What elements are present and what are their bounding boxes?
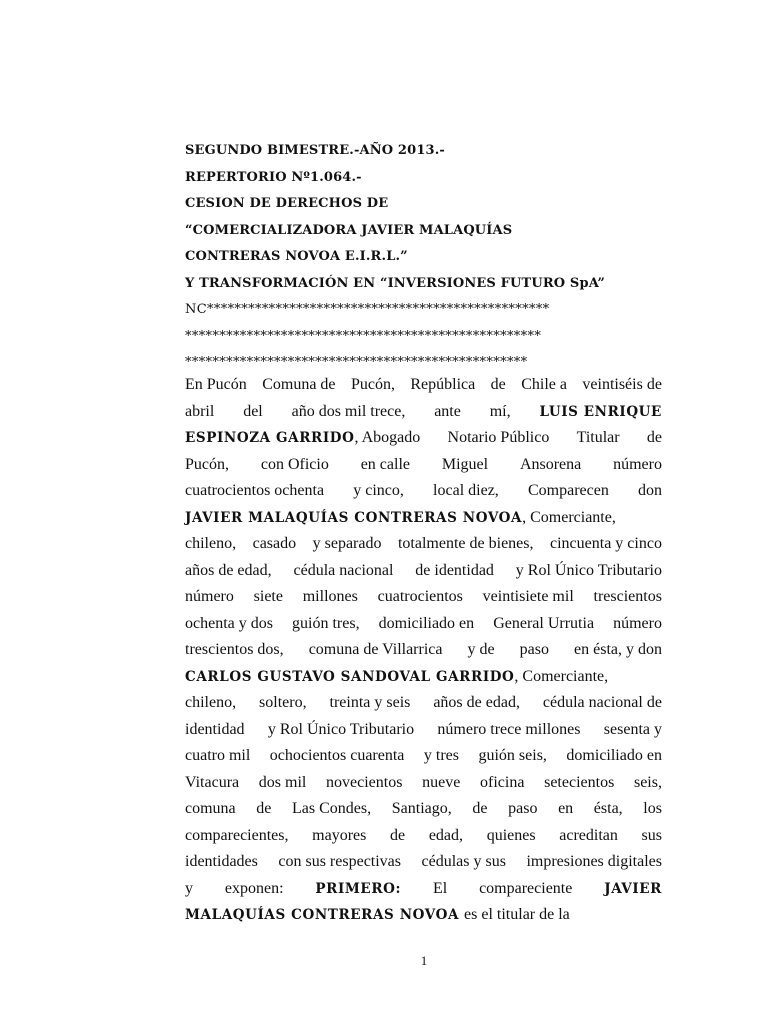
text-chunk: don (638, 482, 662, 499)
text-chunk: abril (185, 402, 215, 420)
text-chunk: de (256, 800, 272, 817)
text-chunk: número trece millones (437, 720, 581, 738)
body-line (185, 372, 662, 399)
text-chunk: Pucón, (350, 376, 395, 393)
body-line (185, 717, 662, 744)
body-line (185, 690, 662, 717)
text-chunk: número (613, 614, 662, 632)
bold-text: PRIMERO: (315, 880, 402, 897)
text-chunk: años de edad, (185, 561, 272, 579)
text-chunk: Comparecen (527, 482, 609, 499)
body-line (185, 743, 662, 770)
text-chunk: quienes (486, 826, 536, 844)
text-chunk (315, 876, 401, 903)
body-line (185, 478, 662, 505)
text-chunk: Santiago, (391, 800, 452, 817)
asterisk-line: **************************************************** (185, 328, 542, 344)
body-line (185, 611, 662, 638)
bold-text: ESPINOZA GARRIDO (185, 430, 355, 446)
text-chunk: domiciliado en (566, 747, 662, 764)
body-line (185, 664, 662, 691)
text-chunk: paso (508, 800, 538, 817)
text-chunk: Miguel (441, 455, 489, 473)
bold-text: JAVIER (604, 880, 662, 897)
text-chunk: comuna de Villarrica (308, 641, 443, 658)
text-chunk: guión seis, (478, 747, 547, 764)
text-chunk: En Pucón (185, 376, 247, 393)
text-chunk: setecientos (544, 773, 615, 791)
text-chunk: nueve (422, 773, 461, 791)
text-chunk: siete (253, 588, 283, 605)
text-chunk: es el titular de la (464, 906, 570, 923)
text-chunk: casado (252, 535, 297, 552)
text-chunk (185, 902, 459, 929)
text-chunk: los (643, 800, 662, 817)
bold-text: MALAQUÍAS CONTRERAS NOVOA (185, 907, 460, 923)
text-chunk: compareciente (479, 879, 573, 897)
text-chunk: en (558, 800, 574, 817)
text-chunk: local diez, (433, 482, 499, 499)
text-chunk: de (646, 429, 662, 446)
header-line: CONTRERAS NOVOA E.I.R.L.” (185, 249, 408, 264)
text-chunk: veintisiete mil (482, 588, 574, 605)
text-chunk: cédula nacional de (542, 694, 662, 711)
text-chunk: y Rol Único Tributario (267, 720, 415, 738)
text-chunk: guión tres, (292, 614, 360, 632)
text-chunk: trescientos (593, 588, 662, 605)
body-line (185, 902, 662, 929)
document-body (185, 372, 662, 929)
text-chunk: y (185, 879, 193, 897)
asterisk-line: NC************************************************** (185, 302, 550, 317)
text-chunk: ante (434, 402, 461, 420)
text-chunk: y tres (423, 747, 459, 764)
text-chunk: número (185, 588, 234, 605)
text-chunk: y Rol Único Tributario (515, 561, 662, 579)
text-chunk: sesenta y (603, 720, 662, 738)
text-chunk: Vitacura (185, 773, 240, 791)
text-chunk: con sus respectivas (278, 853, 402, 870)
body-line (185, 584, 662, 611)
text-chunk: dos mil (258, 773, 307, 791)
bold-text: CARLOS GUSTAVO SANDOVAL GARRIDO (185, 668, 515, 685)
text-chunk: cuatrocientos ochenta (185, 482, 325, 499)
text-chunk: oficina (480, 773, 525, 791)
text-chunk: exponen: (224, 879, 284, 897)
text-chunk: Ansorena (519, 455, 582, 473)
text-chunk: Las Condes, (292, 800, 372, 817)
text-chunk: República (410, 376, 476, 393)
text-chunk: identidad (185, 720, 245, 738)
text-chunk: trescientos dos, (185, 641, 284, 658)
body-line (185, 399, 662, 426)
text-chunk: impresiones digitales (526, 853, 662, 870)
body-line (185, 770, 662, 797)
text-chunk: ésta, (593, 800, 623, 817)
text-chunk: Comuna de (262, 376, 336, 393)
body-line (185, 425, 662, 452)
body-line (185, 531, 662, 558)
text-chunk: cincuenta y cinco (550, 535, 662, 552)
body-line (185, 823, 662, 850)
text-chunk (604, 876, 662, 903)
text-chunk: cuatro mil (185, 747, 251, 764)
header-line: REPERTORIO Nº1.064.- (185, 169, 362, 185)
asterisk-line: ************************************************** (185, 355, 528, 370)
text-chunk: cédula nacional (293, 561, 394, 579)
body-line (185, 558, 662, 585)
text-chunk: mayores (312, 826, 367, 844)
body-line (185, 452, 662, 479)
text-chunk: millones (302, 588, 358, 605)
text-chunk: de (390, 826, 406, 844)
text-chunk: cédulas y sus (421, 853, 506, 870)
text-chunk: comuna (185, 800, 236, 817)
text-chunk: con Oficio (260, 455, 329, 473)
text-chunk: de (472, 800, 488, 817)
text-chunk: en ésta, y don (574, 641, 662, 658)
text-chunk: años de edad, (433, 694, 520, 711)
text-chunk: JAVIER MALAQUÍAS CONTRERAS NOVOA, Comerciante, (185, 508, 616, 526)
text-chunk: Titular (576, 429, 620, 446)
body-line (185, 876, 662, 903)
body-line (185, 849, 662, 876)
text-chunk: chileno, (185, 694, 237, 711)
text-chunk: y de (467, 641, 495, 658)
bold-text: JAVIER MALAQUÍAS CONTRERAS NOVOA (185, 509, 523, 526)
text-chunk: chileno, (185, 535, 237, 552)
text-chunk: ochenta y dos (185, 614, 273, 632)
text-chunk (539, 399, 661, 426)
text-chunk: CARLOS GUSTAVO SANDOVAL GARRIDO, Comerciante, (185, 667, 609, 685)
text-chunk: y separado (312, 535, 382, 552)
text-chunk: ESPINOZA GARRIDO, Abogado (185, 429, 421, 446)
header-line: SEGUNDO BIMESTRE.-AÑO 2013.- (185, 143, 445, 158)
document-header (185, 138, 665, 377)
text-chunk: de (490, 376, 506, 393)
text-chunk: Pucón, (185, 455, 229, 473)
page-number: 1 (420, 953, 428, 968)
text-chunk: de identidad (415, 561, 494, 579)
text-chunk: acreditan (559, 826, 618, 844)
text-chunk: mí, (489, 402, 511, 420)
text-chunk: edad, (428, 826, 464, 844)
text-chunk: sus (641, 826, 662, 844)
text-chunk: paso (519, 641, 549, 658)
header-line: “COMERCIALIZADORA JAVIER MALAQUÍAS (185, 222, 513, 238)
body-line (185, 637, 662, 664)
text-chunk: General Urrutia (493, 614, 595, 632)
text-chunk: en calle (360, 455, 410, 473)
text-chunk: veintiséis de (582, 376, 662, 393)
body-line (185, 505, 662, 532)
text-chunk: treinta y seis (329, 694, 411, 711)
text-chunk: ochocientos cuarenta (269, 747, 405, 764)
text-chunk: del (243, 402, 263, 420)
text-chunk: comparecientes, (185, 826, 289, 844)
text-chunk: año dos mil trece, (291, 402, 406, 420)
text-chunk: soltero, (259, 694, 307, 711)
bold-text: LUIS ENRIQUE (539, 403, 662, 420)
text-chunk: El (432, 879, 448, 897)
text-chunk: y cinco, (353, 482, 404, 499)
text-chunk: totalmente de bienes, (397, 535, 534, 552)
text-chunk: novecientos (326, 773, 403, 791)
header-line: CESION DE DERECHOS DE (185, 196, 389, 211)
text-chunk: Notario Público (447, 429, 550, 446)
body-line (185, 796, 662, 823)
text-chunk: cuatrocientos (377, 588, 463, 605)
text-chunk: domiciliado en (378, 614, 475, 632)
text-chunk: seis, (633, 773, 662, 791)
text-chunk: identidades (185, 853, 258, 870)
header-line: Y TRANSFORMACIÓN EN “INVERSIONES FUTURO SpA” (185, 275, 606, 291)
text-chunk: número (613, 455, 662, 473)
text-chunk: Chile a (521, 376, 567, 393)
